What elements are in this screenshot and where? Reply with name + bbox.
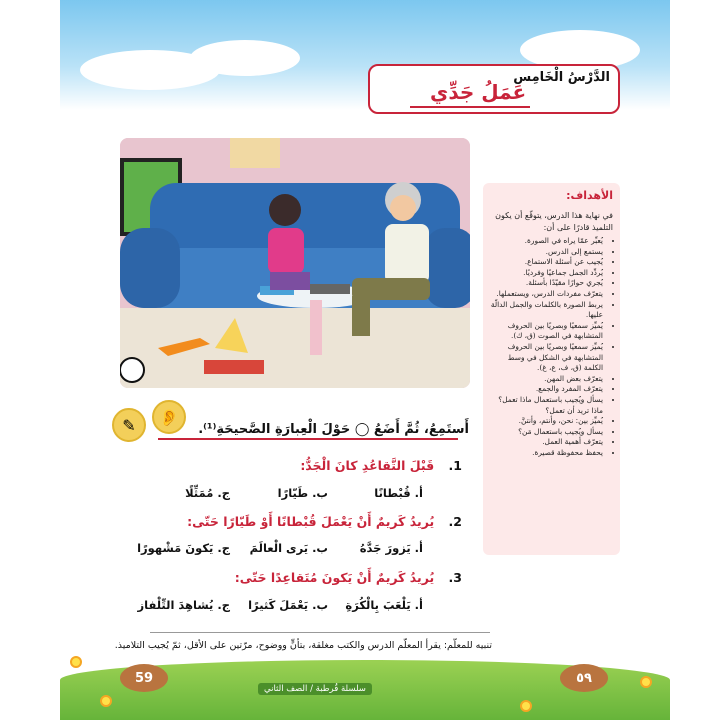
- objective-item: • يتعرّف بعض المهن.: [490, 374, 603, 385]
- boy-shirt: [268, 228, 304, 274]
- flower-icon: [640, 676, 652, 688]
- question-number: 3.: [448, 570, 462, 585]
- objectives-title: الأهداف:: [566, 189, 613, 202]
- teacher-note: تنبيه للمعلّم: يقرأ المعلّم الدرس والكتب مغلقة، بتأنٍّ ووضوح، مرّتين على الأقل، ثمّ يُجيب التلاميذ.: [114, 640, 492, 651]
- instruction-underline: [158, 438, 458, 440]
- question-number: 1.: [448, 458, 462, 473]
- objectives-panel: [483, 183, 620, 555]
- footnote-divider: [150, 632, 490, 633]
- answer-option[interactable]: ب. يَعْمَلَ كَثيرًا: [248, 598, 328, 612]
- objective-item: • يُردِّد الجمل جماعيًا وفرديًا.: [490, 268, 603, 279]
- objective-item: • يُميِّز سمعيًا وبصريًا بين الحروف المتشابهة في الشكل في وسط الكلمة (ق، ف، ع، غ).: [490, 342, 603, 374]
- objectives-intro: في نهاية هذا الدرس، يتوقّع أن يكون التلميذ قادرًا على أن:: [495, 211, 613, 232]
- question-2: [187, 514, 462, 529]
- cloud: [190, 40, 300, 76]
- objective-item: • يسأل ويُجيب باستعمال ماذا تعمل؟ ماذا تريد أن تعمل؟: [490, 395, 603, 416]
- lesson-title: عَمَلُ جَدِّي: [430, 80, 527, 104]
- flower-icon: [100, 695, 112, 707]
- objective-item: • يتعرّف أهمية العمل.: [490, 437, 603, 448]
- book-series-label: سلسلة قُرطبة / الصف الثاني: [258, 683, 372, 695]
- question-text: قَبْلَ التَّقاعُدِ كانَ الْجَدُّ:: [300, 458, 435, 473]
- objective-item: • يربط الصورة بالكلمات والجمل الدالّة عليها.: [490, 300, 603, 321]
- objective-item: • يستمع إلى الدرس.: [490, 247, 603, 258]
- living-room-illustration: [120, 138, 470, 388]
- objective-item: • يُميِّز بين: نحن، وأنتم، وأنتنَّ.: [490, 416, 603, 427]
- objective-item: • يتعرّف المفرد والجمع.: [490, 384, 603, 395]
- answer-option[interactable]: أ. يَزورَ جَدَّهُ: [359, 541, 423, 555]
- answer-option[interactable]: ب. طَيّارًا: [277, 486, 328, 500]
- ball: [120, 358, 144, 382]
- objective-item: • يُعبِّر عمّا يراه في الصورة.: [490, 236, 603, 247]
- title-underline: [410, 106, 530, 108]
- lesson-number-label: الدَّرْسُ الْخَامِس: [513, 70, 610, 85]
- lesson-illustration: [120, 138, 470, 388]
- objective-item: • يُجري حوارًا مقيّدًا بأسئلة.: [490, 278, 603, 289]
- answer-option[interactable]: أ. قُبْطانًا: [374, 486, 423, 500]
- answer-option[interactable]: ج. يُشاهِدَ التِّلْفاز: [137, 598, 230, 612]
- answer-option[interactable]: أ. يَلْعَبَ بِالْكُرَةِ: [345, 598, 423, 612]
- instruction-bar: [118, 416, 473, 446]
- objective-item: • يحفظ محفوظة قصيرة.: [490, 448, 603, 459]
- flower-icon: [520, 700, 532, 712]
- objective-item: • يُميِّز سمعيًا وبصريًا بين الحروف المتشابهة في الصوت (ق، ك).: [490, 321, 603, 342]
- objective-item: • يسأل ويُجيب باستعمال مَن؟: [490, 427, 603, 438]
- objective-item: • يُجيب عن أسئلة الاستماع.: [490, 257, 603, 268]
- question-text: يُريدُ كَريمٌ أَنْ يَعْمَلَ قُبْطانًا أَوْ طَيّارًا حَتّى:: [187, 514, 435, 529]
- flower-icon: [70, 656, 82, 668]
- toy-train: [204, 360, 264, 374]
- question-text: يُريدُ كَريمٌ أَنْ يَكونَ مُتَقاعِدًا حَتّى:: [234, 570, 435, 585]
- answer-option[interactable]: ج. مُمَثِّلًا: [185, 486, 230, 500]
- answer-option[interactable]: ب. يَرى الْعالَمَ: [249, 541, 328, 555]
- objectives-list: [490, 236, 613, 458]
- writing-icon: ✎: [112, 408, 146, 442]
- page-number-left: 59: [120, 664, 168, 692]
- lesson-header: [368, 64, 620, 114]
- newspaper: [310, 284, 350, 294]
- question-number: 2.: [448, 514, 462, 529]
- question-1: [300, 458, 462, 473]
- boy-head: [269, 194, 301, 226]
- question-3: [235, 570, 462, 585]
- grandpa-shirt: [385, 224, 429, 284]
- answer-option[interactable]: ج. يَكونَ مَشْهورًا: [137, 541, 230, 555]
- instruction-text: أَستَمِعُ، ثُمَّ أَضَعُ ◯ حَوْلَ الْعِبارَةِ الصَّحيحَةِ⁽¹⁾.: [198, 422, 469, 437]
- listening-ear-icon: 👂: [152, 400, 186, 434]
- page-number-right: ٥٩: [560, 664, 608, 692]
- objective-item: • يتعرّف مفردات الدرس، ويستعملها.: [490, 289, 603, 300]
